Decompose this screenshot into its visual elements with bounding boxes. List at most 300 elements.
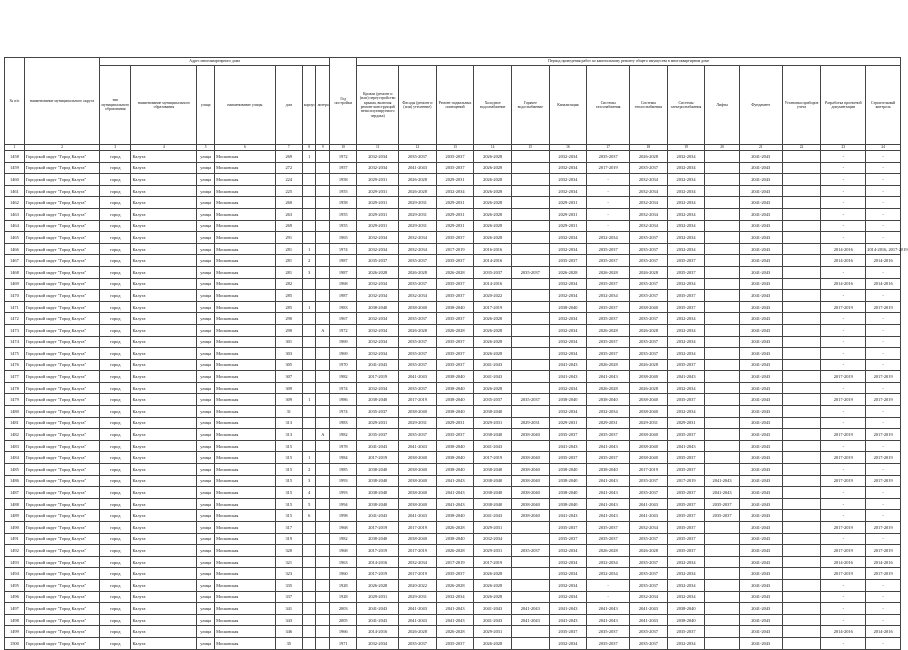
table-cell: 2032-2034 xyxy=(357,637,399,649)
table-cell: - xyxy=(821,290,866,302)
table-cell: 2035-2037 xyxy=(630,556,668,568)
table-cell xyxy=(302,637,316,649)
table-cell: 2032-2034 xyxy=(667,197,705,209)
table-cell: 2032-2034 xyxy=(357,348,399,360)
table-cell xyxy=(511,243,549,255)
table-cell xyxy=(302,371,316,383)
table-row xyxy=(5,568,901,580)
table-cell xyxy=(302,313,316,325)
table-cell: - xyxy=(821,533,866,545)
table-cell xyxy=(302,220,316,232)
table-cell xyxy=(316,487,330,499)
table-cell: 2026-2028 xyxy=(436,266,474,278)
table-cell: 2029-2031 xyxy=(357,208,399,220)
table-cell: 2041-2043 xyxy=(739,475,782,487)
table-cell: Калуга xyxy=(131,255,197,267)
table-cell: улица xyxy=(197,452,215,464)
table-row xyxy=(5,487,901,499)
table-cell: 1469 xyxy=(5,278,25,290)
table-cell: Городской округ "Город Калуга" xyxy=(24,487,99,499)
table-cell: город xyxy=(100,579,131,591)
table-cell: 2041-2043 xyxy=(399,614,437,626)
table-cell: 2041-2043 xyxy=(739,371,782,383)
table-cell: 1496 xyxy=(5,591,25,603)
table-cell: 1483 xyxy=(5,440,25,452)
table-cell: 1968 xyxy=(330,278,357,290)
table-cell: 2035-2037 xyxy=(399,637,437,649)
table-cell xyxy=(782,429,821,441)
table-cell: - xyxy=(821,313,866,325)
table-cell: - xyxy=(821,359,866,371)
table-cell: 2038-2040 xyxy=(399,533,437,545)
table-cell: город xyxy=(100,348,131,360)
table-cell: 2035-2037 xyxy=(436,359,474,371)
table-cell: 2035-2037 xyxy=(630,232,668,244)
table-cell: 2005 xyxy=(330,614,357,626)
header-cell: Разработка проектной документации xyxy=(821,66,866,145)
table-cell: улица xyxy=(197,440,215,452)
table-cell: 2041-2043 xyxy=(739,324,782,336)
table-cell: 2041-2043 xyxy=(739,429,782,441)
table-cell: 2026-2028 xyxy=(474,162,512,174)
table-cell: 263 xyxy=(275,208,302,220)
table-row xyxy=(5,591,901,603)
table-cell: 2020-2022 xyxy=(474,290,512,302)
table-cell xyxy=(316,568,330,580)
table-cell: 1 xyxy=(302,243,316,255)
table-cell xyxy=(705,324,739,336)
table-cell: 2029-2031 xyxy=(587,417,630,429)
table-cell: 2032-2034 xyxy=(667,232,705,244)
table-cell: 2035-2037 xyxy=(587,336,630,348)
table-cell xyxy=(782,533,821,545)
table-cell: Городской округ "Город Калуга" xyxy=(24,568,99,580)
header-cell: Строительный контроль xyxy=(866,66,901,145)
table-cell: - xyxy=(587,197,630,209)
table-cell: 5 xyxy=(302,498,316,510)
table-cell: Московская xyxy=(215,185,276,197)
table-cell: 2038-2040 xyxy=(436,406,474,418)
table-cell: 2014-2016 xyxy=(357,626,399,638)
table-cell: 2035-2037 xyxy=(587,522,630,534)
table-cell: Калуга xyxy=(131,522,197,534)
table-cell: 2041-2043 xyxy=(739,232,782,244)
table-row xyxy=(5,579,901,591)
table-cell: 2038-2040 xyxy=(630,429,668,441)
table-cell: 2041-2043 xyxy=(705,487,739,499)
header-group-address: Адрес многоквартирного дома xyxy=(100,58,330,66)
table-cell: Городской округ "Город Калуга" xyxy=(24,614,99,626)
table-cell: улица xyxy=(197,348,215,360)
table-cell xyxy=(705,429,739,441)
table-row xyxy=(5,151,901,163)
table-cell: 2035-2037 xyxy=(705,498,739,510)
table-cell: улица xyxy=(197,185,215,197)
table-cell: город xyxy=(100,174,131,186)
table-cell: 2038-2040 xyxy=(511,510,549,522)
table-cell: Городской округ "Город Калуга" xyxy=(24,220,99,232)
table-cell: Московская xyxy=(215,510,276,522)
table-cell: 2017-2019 xyxy=(667,475,705,487)
table-cell: Калуга xyxy=(131,440,197,452)
table-cell xyxy=(782,394,821,406)
table-cell: 2026-2028 xyxy=(474,197,512,209)
table-cell: 2038-2040 xyxy=(549,487,587,499)
table-cell: 2017-2019 xyxy=(866,371,901,383)
table-cell: 2014-2016 xyxy=(866,255,901,267)
table-cell: Городской округ "Город Калуга" xyxy=(24,498,99,510)
table-cell: 2041-2043 xyxy=(587,487,630,499)
table-cell: 2035-2037 xyxy=(587,255,630,267)
table-cell: 2032-2034 xyxy=(667,208,705,220)
table-row xyxy=(5,278,901,290)
table-cell: - xyxy=(821,220,866,232)
table-cell: - xyxy=(821,382,866,394)
table-cell: 2032-2034 xyxy=(549,151,587,163)
table-cell: 2026-2028 xyxy=(357,579,399,591)
table-cell: 1491 xyxy=(5,533,25,545)
table-cell: 4 xyxy=(302,487,316,499)
table-cell: 2038-2040 xyxy=(474,498,512,510)
table-cell: 2016-2016 xyxy=(474,243,512,255)
table-cell: 2038-2040 xyxy=(399,475,437,487)
table-cell xyxy=(316,510,330,522)
table-cell: Калуга xyxy=(131,278,197,290)
table-cell: - xyxy=(821,324,866,336)
table-cell xyxy=(302,324,316,336)
table-cell: 2041-2043 xyxy=(474,371,512,383)
table-cell: 1967 xyxy=(330,313,357,325)
table-cell: 1470 xyxy=(5,290,25,302)
header-cell: Фундамент xyxy=(739,66,782,145)
table-cell: 2017-2019 xyxy=(821,452,866,464)
table-cell: 2041-2043 xyxy=(739,313,782,325)
table-cell: 1482 xyxy=(5,429,25,441)
table-cell: 2038-2040 xyxy=(549,301,587,313)
table-cell: 1 xyxy=(302,452,316,464)
table-cell: - xyxy=(587,579,630,591)
table-cell: 2017-2019 xyxy=(436,556,474,568)
table-cell: 2038-2040 xyxy=(357,475,399,487)
table-cell: 343 xyxy=(275,614,302,626)
table-cell: 260 xyxy=(275,197,302,209)
table-cell: 1477 xyxy=(5,371,25,383)
table-cell: 1965 xyxy=(330,232,357,244)
table-cell: 2017-2019 xyxy=(821,522,866,534)
table-cell: Городской округ "Город Калуга" xyxy=(24,255,99,267)
table-cell: 2017-2019 xyxy=(866,301,901,313)
table-cell: 2032-2034 xyxy=(357,151,399,163)
table-cell: Калуга xyxy=(131,464,197,476)
table-cell: 1974 xyxy=(330,382,357,394)
table-cell: 1987 xyxy=(330,290,357,302)
table-cell: 2038-2040 xyxy=(630,301,668,313)
table-cell xyxy=(782,440,821,452)
table-cell: - xyxy=(821,603,866,615)
table-cell: 1478 xyxy=(5,382,25,394)
table-cell xyxy=(782,185,821,197)
table-cell: город xyxy=(100,533,131,545)
table-cell: город xyxy=(100,197,131,209)
table-row xyxy=(5,406,901,418)
table-cell: Калуга xyxy=(131,452,197,464)
table-cell: 2035-2037 xyxy=(587,301,630,313)
table-cell: 2035-2037 xyxy=(630,579,668,591)
table-cell xyxy=(705,266,739,278)
table-cell: 1494 xyxy=(5,568,25,580)
table-cell: 2032-2034 xyxy=(667,185,705,197)
table-cell: 269 xyxy=(275,220,302,232)
table-cell: 2035-2037 xyxy=(474,266,512,278)
table-cell: Московская xyxy=(215,151,276,163)
table-cell: - xyxy=(866,185,901,197)
table-cell: Городской округ "Город Калуга" xyxy=(24,394,99,406)
table-cell: 1955 xyxy=(330,185,357,197)
table-cell: улица xyxy=(197,522,215,534)
column-number: 11 xyxy=(357,145,399,151)
table-cell: город xyxy=(100,591,131,603)
table-cell: 2035-2037 xyxy=(399,278,437,290)
table-cell: 2038-2040 xyxy=(630,452,668,464)
table-cell: 2029-2031 xyxy=(549,220,587,232)
table-cell: 2035-2037 xyxy=(587,452,630,464)
table-cell: - xyxy=(587,591,630,603)
table-cell xyxy=(782,498,821,510)
table-cell: 2032-2034 xyxy=(357,324,399,336)
table-cell: 2032-2034 xyxy=(549,174,587,186)
table-cell: - xyxy=(866,579,901,591)
table-cell: 2038-2040 xyxy=(399,452,437,464)
table-cell: 2026-2028 xyxy=(587,266,630,278)
table-cell: улица xyxy=(197,359,215,371)
table-cell: город xyxy=(100,614,131,626)
table-cell xyxy=(511,162,549,174)
table-cell: улица xyxy=(197,243,215,255)
table-cell: 2041-2043 xyxy=(739,440,782,452)
table-cell: улица xyxy=(197,475,215,487)
table-cell: улица xyxy=(197,174,215,186)
table-cell: улица xyxy=(197,313,215,325)
table-cell: 1969 xyxy=(330,336,357,348)
table-cell: 1987 xyxy=(330,255,357,267)
table-cell: 2014-2016 xyxy=(474,255,512,267)
table-cell: - xyxy=(866,510,901,522)
table-cell: улица xyxy=(197,498,215,510)
table-cell: 1475 xyxy=(5,348,25,360)
table-cell: 2041-2043 xyxy=(739,278,782,290)
table-cell: 2017-2019 xyxy=(866,522,901,534)
table-cell: 2035-2037 xyxy=(667,359,705,371)
table-cell: 2035-2037 xyxy=(667,498,705,510)
table-cell xyxy=(316,220,330,232)
table-cell: 315 xyxy=(275,452,302,464)
table-cell: 2041-2043 xyxy=(739,637,782,649)
table-cell: 1499 xyxy=(5,626,25,638)
table-cell: 2038-2040 xyxy=(357,498,399,510)
table-cell: 2038-2040 xyxy=(436,533,474,545)
table-cell: 2032-2034 xyxy=(549,313,587,325)
table-row xyxy=(5,266,901,278)
table-cell: Калуга xyxy=(131,301,197,313)
table-cell: - xyxy=(866,637,901,649)
table-cell: 2041-2043 xyxy=(357,603,399,615)
table-cell: Московская xyxy=(215,220,276,232)
table-cell: 1474 xyxy=(5,336,25,348)
table-cell: 2041-2043 xyxy=(667,371,705,383)
table-cell: 1974 xyxy=(330,406,357,418)
table-cell: 2029-2031 xyxy=(474,522,512,534)
table-cell: Калуга xyxy=(131,220,197,232)
table-cell: 2035-2037 xyxy=(436,429,474,441)
table-cell xyxy=(705,208,739,220)
table-cell: Московская xyxy=(215,266,276,278)
table-cell: Городской округ "Город Калуга" xyxy=(24,301,99,313)
table-cell: 2017-2019 xyxy=(866,429,901,441)
table-cell: 2041-2043 xyxy=(739,591,782,603)
table-cell: Городской округ "Город Калуга" xyxy=(24,336,99,348)
table-cell: город xyxy=(100,440,131,452)
table-cell: улица xyxy=(197,533,215,545)
table-cell: улица xyxy=(197,603,215,615)
table-cell xyxy=(782,417,821,429)
table-cell: 2041-2043 xyxy=(630,603,668,615)
table-cell: 315 xyxy=(275,498,302,510)
column-number: 21 xyxy=(739,145,782,151)
table-cell: 2038-2040 xyxy=(436,464,474,476)
table-cell: город xyxy=(100,301,131,313)
table-cell: 2014-2016 xyxy=(357,556,399,568)
table-cell: 2041-2043 xyxy=(587,614,630,626)
table-cell: 1982 xyxy=(330,429,357,441)
column-number: 1 xyxy=(5,145,25,151)
table-cell: 2041-2043 xyxy=(739,359,782,371)
table-cell xyxy=(511,637,549,649)
table-cell xyxy=(705,394,739,406)
table-cell: город xyxy=(100,290,131,302)
table-cell: улица xyxy=(197,637,215,649)
table-cell: 2032-2034 xyxy=(549,278,587,290)
table-cell: Калуга xyxy=(131,579,197,591)
table-cell: Городской округ "Город Калуга" xyxy=(24,290,99,302)
header-cell: Ремонт подвальных помещений xyxy=(436,66,474,145)
table-cell: - xyxy=(866,313,901,325)
table-row xyxy=(5,394,901,406)
table-cell: 2035-2037 xyxy=(667,510,705,522)
table-cell: 2032-2034 xyxy=(436,185,474,197)
table-cell xyxy=(316,162,330,174)
table-cell xyxy=(316,359,330,371)
table-cell: город xyxy=(100,185,131,197)
table-cell: 272 xyxy=(275,162,302,174)
table-row xyxy=(5,336,901,348)
table-cell: 2038-2040 xyxy=(549,394,587,406)
table-cell: 2035-2037 xyxy=(436,290,474,302)
table-cell: 2038-2040 xyxy=(549,498,587,510)
table-cell: Городской округ "Город Калуга" xyxy=(24,591,99,603)
table-cell: 1480 xyxy=(5,406,25,418)
table-cell: - xyxy=(866,533,901,545)
table-cell: 2032-2034 xyxy=(399,290,437,302)
table-cell: 2035-2037 xyxy=(667,429,705,441)
table-cell: 35 xyxy=(275,637,302,649)
table-cell xyxy=(316,174,330,186)
table-cell: 2029-2031 xyxy=(511,417,549,429)
table-cell xyxy=(782,626,821,638)
column-number: 6 xyxy=(215,145,276,151)
table-cell: Калуга xyxy=(131,545,197,557)
table-cell: 2032-2034 xyxy=(549,637,587,649)
table-cell xyxy=(302,185,316,197)
capital-repair-table xyxy=(4,57,908,650)
table-cell: - xyxy=(866,290,901,302)
column-number: 2 xyxy=(24,145,99,151)
table-cell: 2038-2040 xyxy=(630,440,668,452)
table-cell: 3 xyxy=(302,266,316,278)
table-cell: 2017-2019 xyxy=(821,301,866,313)
table-cell: 1982 xyxy=(330,533,357,545)
table-cell xyxy=(511,440,549,452)
table-cell: город xyxy=(100,313,131,325)
table-cell: 1484 xyxy=(5,452,25,464)
table-cell: 281 xyxy=(275,266,302,278)
table-cell: 1463 xyxy=(5,208,25,220)
table-cell: 2035-2037 xyxy=(549,255,587,267)
table-cell xyxy=(782,324,821,336)
table-cell: 2032-2034 xyxy=(357,232,399,244)
table-cell: 2038-2040 xyxy=(474,475,512,487)
table-cell: 2038-2040 xyxy=(511,487,549,499)
table-cell: 2032-2034 xyxy=(549,336,587,348)
table-cell: 2041-2043 xyxy=(739,579,782,591)
table-cell: Московская xyxy=(215,278,276,290)
table-cell: 2026-2028 xyxy=(399,174,437,186)
table-cell: 2032-2034 xyxy=(549,185,587,197)
table-cell xyxy=(782,522,821,534)
table-cell: 2041-2043 xyxy=(357,359,399,371)
table-cell: 315 xyxy=(275,464,302,476)
table-cell: город xyxy=(100,243,131,255)
table-cell: 2032-2034 xyxy=(667,568,705,580)
table-cell: 2035-2037 xyxy=(630,348,668,360)
table-cell: - xyxy=(821,498,866,510)
table-cell: - xyxy=(821,151,866,163)
table-cell: 2017-2019 xyxy=(474,452,512,464)
table-cell: 2032-2034 xyxy=(549,290,587,302)
table-cell: 2035-2037 xyxy=(587,533,630,545)
table-cell: 2041-2043 xyxy=(739,603,782,615)
table-cell xyxy=(782,603,821,615)
table-cell: - xyxy=(866,440,901,452)
table-cell: 2029-2031 xyxy=(474,417,512,429)
table-cell: город xyxy=(100,255,131,267)
table-cell: 2038-2040 xyxy=(511,464,549,476)
table-cell: - xyxy=(866,487,901,499)
table-cell: 2032-2034 xyxy=(357,336,399,348)
table-cell: Калуга xyxy=(131,603,197,615)
table-cell: Городской округ "Город Калуга" xyxy=(24,522,99,534)
table-cell xyxy=(511,232,549,244)
table-cell: 2029-2031 xyxy=(357,174,399,186)
table-cell: 2014-2016 xyxy=(866,278,901,290)
table-cell xyxy=(511,301,549,313)
table-cell: 2035-2037 xyxy=(630,637,668,649)
table-cell: 2038-2040 xyxy=(399,487,437,499)
table-cell: 1957 xyxy=(330,162,357,174)
table-cell: 2035-2037 xyxy=(399,336,437,348)
table-cell: 1459 xyxy=(5,162,25,174)
column-number: 13 xyxy=(436,145,474,151)
table-cell: 2026-2028 xyxy=(474,232,512,244)
